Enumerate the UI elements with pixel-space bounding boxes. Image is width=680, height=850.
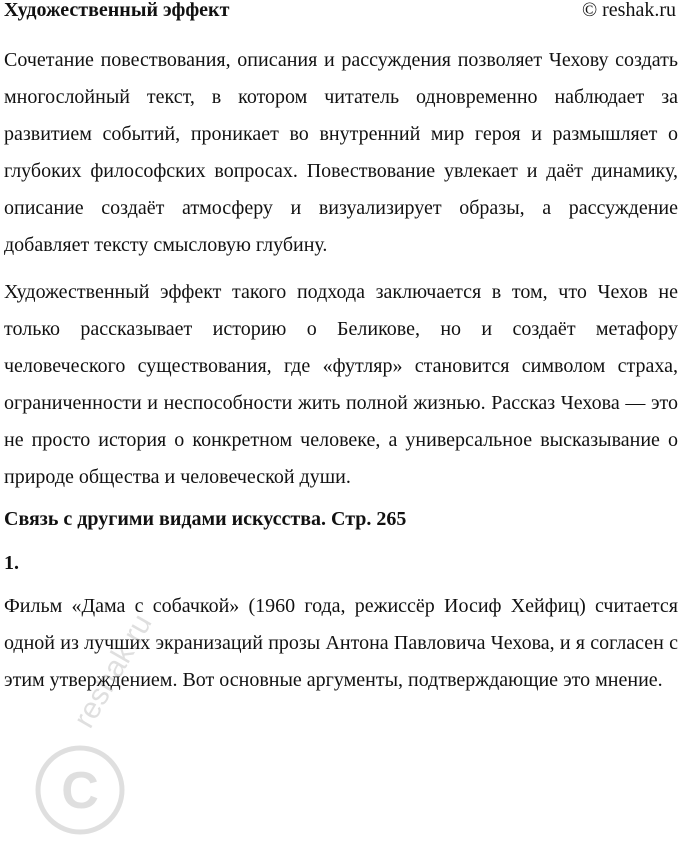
svg-text:C: C [61,762,99,820]
watermark-logo [20,608,180,850]
watermark-text: reshak.ru [67,608,159,734]
section-heading: Связь с другими видами искусства. Стр. 265 [4,508,407,530]
site-credit: © reshak.ru [581,0,676,21]
paragraph-3: Фильм «Дама с собачкой» (1960 года, режиссёр Иосиф Хейфиц) считается одной из лучших экранизаций прозы Антона Павловича Чехова, и я согласен с этим утверждением. Вот основные аргументы, подтверждающие это мнение. [4,595,678,691]
page-header [4,0,676,28]
paragraph-2: Художественный эффект такого подхода заключается в том, что Чехов не только рассказывает историю о Беликове, но и создаёт метафору человеческого существования, где «футляр» становится символом страха, ограниченности и неспособности жить полной жизнью. Рассказ Чехова — это не просто история о конкретном человеке, а универсальное высказывание о природе общества и человеческой души. [4,281,678,488]
section-number: 1. [4,552,19,574]
paragraph-1: Сочетание повествования, описания и рассуждения позволяет Чехову создать многослойный текст, в котором читатель одновременно наблюдает за развитием событий, проникает во внутренний мир героя и размышляет о глубоких философских вопросах. Повествование увлекает и даёт динамику, описание создаёт атмосферу и визуализирует образы, а рассуждение добавляет тексту смысловую глубину. [4,49,678,256]
page-title: Художественный эффект [4,0,230,21]
document-body [4,42,678,699]
